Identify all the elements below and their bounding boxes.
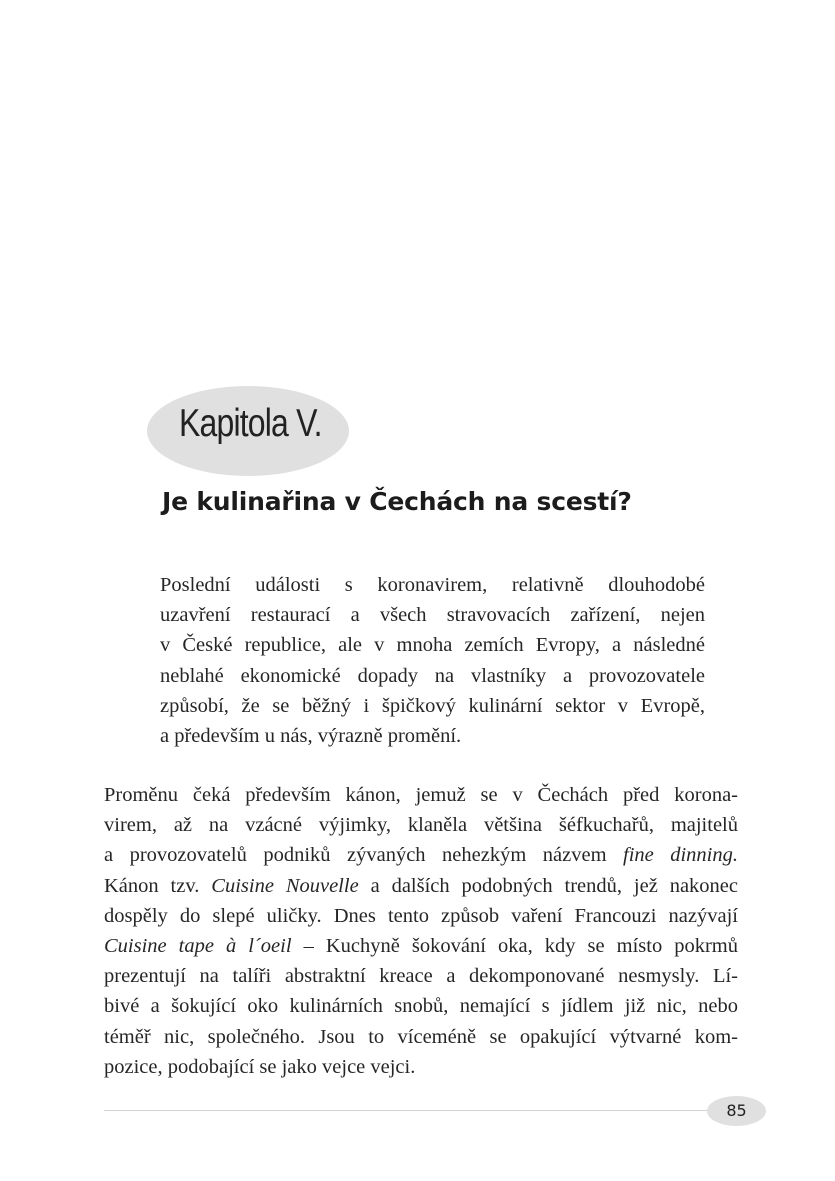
- abstract-line: a především u nás, výrazně promění.: [160, 724, 462, 747]
- chapter-label: Kapitola V.: [179, 402, 322, 445]
- body-line: [104, 871, 738, 901]
- body-line: [104, 840, 738, 870]
- body-line: virem, až na vzácné výjimky, klaněla většina šéfkuchařů, majitelů: [104, 814, 738, 837]
- body-line: bivé a šokující oko kulinárních snobů, nemající s jídlem již nic, nebo: [104, 995, 738, 1018]
- abstract-line: neblahé ekonomické dopady na vlastníky a provozovatele: [160, 664, 705, 687]
- body-line: prezentují na talíři abstraktní kreace a dekomponované nesmysly. Lí-: [104, 965, 738, 988]
- body-text-run: a dalších podobných trendů, jež nakonec: [358, 874, 738, 897]
- abstract-paragraph: [160, 570, 705, 751]
- body-text-run: a provozovatelů podniků zývaných nehezkým názvem: [104, 844, 623, 867]
- italic-term: Cuisine tape à l´oeil: [104, 934, 292, 957]
- abstract-line: uzavření restaurací a všech stravovacích zařízení, nejen: [160, 604, 705, 627]
- body-text-run: Kánon tzv.: [104, 874, 212, 897]
- body-line: [104, 931, 738, 961]
- body-text-run: – Kuchyně šokování oka, kdy se místo pokrmů: [291, 934, 738, 957]
- body-line: Proměnu čeká především kánon, jemuž se v Čechách před korona-: [104, 784, 738, 806]
- chapter-title: Je kulinařina v Čechách na scestí?: [162, 487, 632, 516]
- abstract-line: způsobí, že se běžný i špičkový kulinární sektor v Evropě,: [160, 694, 705, 717]
- page-number: 85: [726, 1101, 747, 1120]
- body-line: téměř nic, společného. Jsou to víceméně se opakující výtvarné kom-: [104, 1025, 738, 1048]
- body-paragraph: [104, 780, 738, 1082]
- italic-term: fine dinning.: [623, 844, 738, 867]
- abstract-line: Poslední události s koronavirem, relativně dlouhodobé: [160, 574, 705, 596]
- italic-term: Cuisine Nouvelle: [211, 874, 359, 897]
- abstract-line: v České republice, ale v mnoha zemích Evropy, a následné: [160, 634, 705, 657]
- body-line: dospěly do slepé uličky. Dnes tento způsob vaření Francouzi nazývají: [104, 904, 738, 927]
- body-line: pozice, podobající se jako vejce vejci.: [104, 1055, 416, 1078]
- footer-divider: [104, 1110, 708, 1111]
